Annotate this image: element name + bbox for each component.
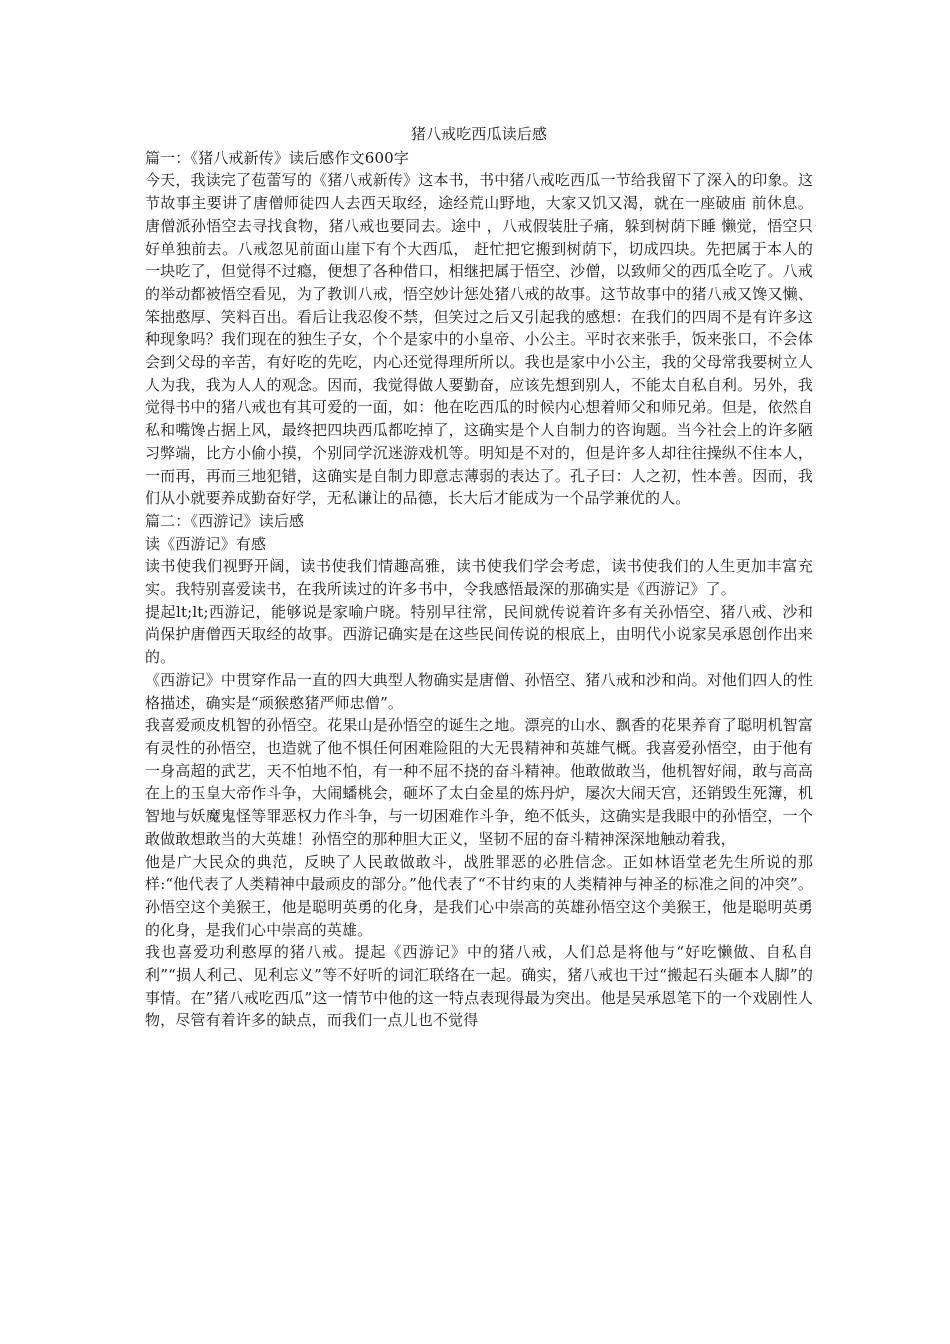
subheading: 读《西游记》有感 — [145, 534, 267, 553]
heading-part-1: 篇一：《猪八戒新传》读后感作文600字 — [145, 148, 409, 167]
paragraph: 我也喜爱功利憨厚的猪八戒。提起《西游记》中的猪八戒，人们总是将他与“好吃懒做、自私自利”“损人利己、见利忘义”等不好听的词汇联络在一起。确实，猪八戒也干过“搬起石头砸本人脚”的事情。在”猪八戒吃西瓜”这一情节中他的这一特点表现得最为突出。他是吴承恩笔下的一个戏剧性人物，尽管有着许多的缺点，而我们一点儿也不觉得 — [145, 943, 813, 1030]
paragraph: 提起lt;lt;西游记，能够说是家喻户晓。特别早往常，民间就传说着许多有关孙悟空、猪八戒、沙和尚保护唐僧西天取经的故事。西游记确实是在这些民间传说的根底上，由明代小说家吴承恩创作出来的。 — [145, 602, 813, 667]
heading-part-2: 篇二：《西游记》读后感 — [145, 511, 305, 530]
paragraph: 今天，我读完了苞蕾写的《猪八戒新传》这本书，书中猪八戒吃西瓜一节给我留下了深入的印象。这节故事主要讲了唐僧师徒四人去西天取经，途经荒山野地，大家又饥又渴，就在一座破庙 前休息。唐僧派孙悟空去寻找食物，猪八戒也要同去。途中 ，八戒假装肚子痛，躲到树荫下睡 懒觉，悟空只好单独前去。八戒忽见前面山崖下有个大西瓜， 赶忙把它搬到树荫下，切成四块。先把属于本人的一块吃了，但觉得不过瘾，便想了各种借口，相继把属于悟空、沙僧，以致师父的西瓜全吃了。八戒的举动都被悟空看见，为了教训八戒，悟空妙计惩处猪八戒的故事。这节故事中的猪八戒又馋又懒、笨拙憨厚、笑料百出。看后让我忍俊不禁，但笑过之后又引起我的感想：在我们的四周不是有许多这种现象吗？我们现在的独生子女，个个是家中的小皇帝、小公主。平时衣来张手，饭来张口，不会体会到父母的辛苦，有好吃的先吃，内心还觉得理所所以。我也是家中小公主，我的父母常我要树立人人为我，我为人人的观念。因而，我觉得做人要勤奋，应该先想到别人，不能太自私自利。另外，我觉得书中的猪八戒也有其可爱的一面，如：他在吃西瓜的时候内心想着师父和师兄弟。但是，依然自私和嘴馋占据上风，最终把四块西瓜都吃掉了，这确实是个人自制力的咨询题。当今社会上的许多陋习弊端，比方小偷小摸，个别同学沉迷游戏机等。明知是不对的，但是许多人却往往操纵不住本人，一而再，再而三地犯错，这确实是自制力即意志薄弱的表达了。孔子曰：人之初，性本善。因而，我们从小就要养成勤奋好学，无私谦让的品德，长大后才能成为一个品学兼优的人。 — [145, 171, 813, 508]
paragraph: 读书使我们视野开阔，读书使我们情趣高雅，读书使我们学会考虑，读书使我们的人生更加丰富充实。我特别喜爱读书，在我所读过的许多书中，令我感悟最深的那确实是《西游记》了。 — [145, 557, 813, 599]
document-page — [145, 123, 813, 1032]
paragraph: 他是广大民众的典范，反映了人民敢做敢斗，战胜罪恶的必胜信念。正如林语堂老先生所说的那样:“他代表了人类精神中最顽皮的部分。”他代表了“不甘约束的人类精神与神圣的标准之间的冲突”。孙悟空这个美猴王，他是聪明英勇的化身，是我们心中崇高的英雄孙悟空这个美猴王，他是聪明英勇的化身，是我们心中崇高的英雄。 — [145, 852, 813, 939]
document-title: 猪八戒吃西瓜读后感 — [410, 125, 548, 143]
paragraph: 我喜爱顽皮机智的孙悟空。花果山是孙悟空的诞生之地。漂亮的山水、飘香的花果养育了聪明机智富有灵性的孙悟空，也造就了他不惧任何困难险阻的大无畏精神和英雄气概。我喜爱孙悟空，由于他有一身高超的武艺，天不怕地不怕，有一种不屈不挠的奋斗精神。他敢做敢当，他机智好闹，敢与高高在上的玉皇大帝作斗争，大闹蟠桃会，砸坏了太白金星的炼丹炉，屡次大闹天宫，还销毁生死簿，机智地与妖魔鬼怪等罪恶权力作斗争，与一切困难作斗争，绝不低头，这确实是我眼中的孙悟空，一个敢做敢想敢当的大英雄！孙悟空的那种胆大正义，坚韧不屈的奋斗精神深深地触动着我， — [145, 716, 813, 848]
paragraph: 《西游记》中贯穿作品一直的四大典型人物确实是唐僧、孙悟空、猪八戒和沙和尚。对他们四人的性格描述，确实是“顽猴憨猪严师忠僧”。 — [145, 670, 813, 712]
